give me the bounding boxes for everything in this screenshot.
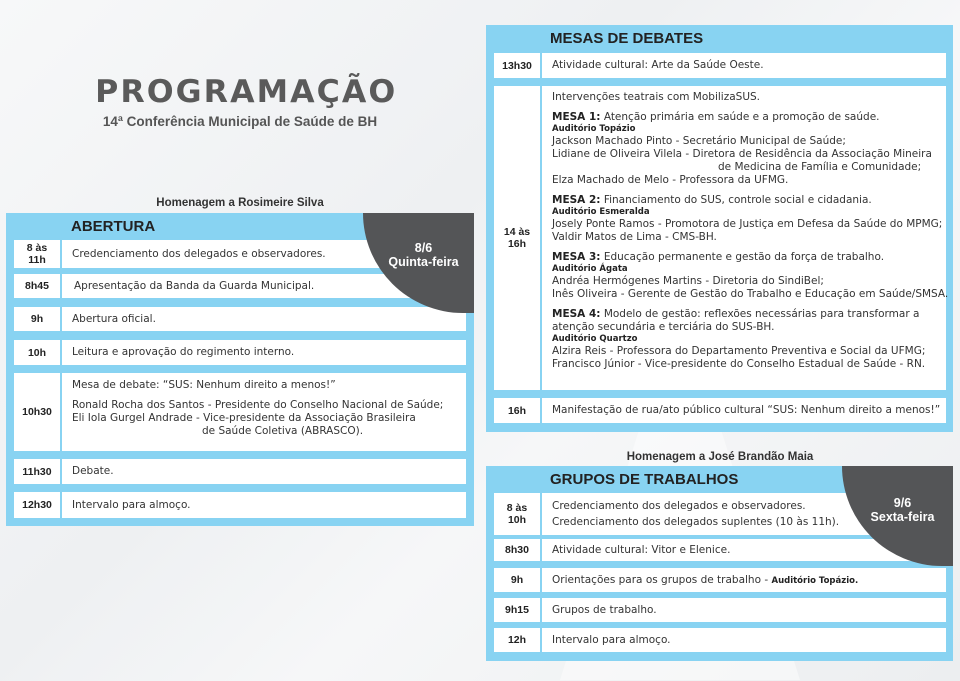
day2-honor: Homenagem a José Brandão Maia [626, 451, 814, 463]
item-text: de Saúde Coletiva (ABRASCO). [202, 425, 364, 437]
item-text: Debate. [72, 465, 114, 477]
speaker: Elza Machado de Melo - Professora da UFMG. [552, 174, 789, 186]
weekday-label: Quinta-feira [388, 255, 459, 269]
time-cell [494, 598, 540, 622]
time-text: 9h [510, 574, 524, 586]
item-text: Grupos de trabalho. [552, 603, 657, 616]
speaker: Lidiane de Oliveira Vilela - Diretora de Residência da Associação Mineira [552, 148, 932, 160]
debates-section-title: MESAS DE DEBATES [550, 30, 704, 47]
time-cell [494, 539, 540, 561]
speaker: Josely Ponte Ramos - Promotora de Justiça em Defesa da Saúde do MPMG; [552, 218, 943, 230]
time-text: 8h30 [505, 544, 529, 556]
item-text: Mesa de debate: “SUS: Nenhum direito a menos!” [72, 379, 336, 391]
item-text: Intervalo para almoço. [552, 633, 671, 646]
time-cell [14, 492, 60, 518]
page-title: PROGRAMAÇÃO [95, 74, 398, 110]
time-cell [14, 340, 60, 365]
item-text: Credenciamento dos delegados e observadores. [72, 247, 326, 260]
mesa-room: Auditório Ágata [552, 264, 628, 274]
mesa-title [552, 111, 946, 124]
date-label: 8/6 [414, 241, 433, 255]
agenda-item [62, 373, 466, 451]
mesa-topic: atenção secundária e terciária do SUS-BH. [552, 321, 775, 333]
time-text: 10h [507, 514, 527, 526]
agenda-item [62, 459, 466, 484]
item-text: Orientações para os grupos de trabalho - [552, 573, 772, 586]
speaker: Jackson Machado Pinto - Secretário Municipal de Saúde; [552, 135, 846, 147]
room-label: Auditório Topázio. [771, 575, 859, 586]
agenda-item [542, 628, 946, 652]
time-text: 8 às [506, 502, 528, 514]
item-text: Credenciamento dos delegados suplentes (10 às 11h). [552, 515, 840, 528]
item-text: Leitura e aprovação do regimento interno. [72, 346, 295, 358]
day2-section-title: GRUPOS DE TRABALHOS [550, 471, 739, 488]
time-text: 11h [28, 254, 46, 266]
speaker: Andréa Hermógenes Martins - Diretoria do SindiBel; [552, 275, 824, 287]
item-text: Atividade cultural: Arte da Saúde Oeste. [552, 59, 764, 71]
mesa-label: MESA 2: [552, 194, 601, 206]
item-text [552, 574, 946, 587]
time-cell [494, 628, 540, 652]
item-text: Apresentação da Banda da Guarda Municipal. [74, 279, 315, 292]
agenda-item [542, 598, 946, 622]
item-text: Credenciamento dos delegados e observadores. [552, 499, 806, 512]
debates-panel [486, 25, 953, 432]
time-cell [494, 493, 540, 535]
item-text: Eli Iola Gurgel Andrade - Vice-presidente da Associação Brasileira [72, 412, 416, 424]
item-text: Abertura oficial. [72, 312, 156, 325]
time-text: 12h30 [22, 499, 52, 511]
agenda-item [62, 492, 466, 518]
time-text: 10h30 [22, 406, 52, 418]
time-cell [14, 240, 60, 268]
weekday-label: Sexta-feira [870, 510, 935, 524]
time-text: 13h30 [502, 59, 532, 72]
item-text: Manifestação de rua/ato público cultural “SUS: Nenhum direito a menos!” [552, 404, 941, 416]
time-text: 8h45 [25, 280, 49, 292]
time-text: 12h [507, 634, 527, 646]
day1-date-badge [363, 213, 474, 313]
time-cell [14, 307, 60, 331]
mesa-topic: Modelo de gestão: reflexões necessárias para transformar a [600, 308, 920, 320]
mesa-room: Auditório Topázio [552, 124, 636, 134]
mesa-title [552, 251, 946, 264]
mesa-room: Auditório Esmeralda [552, 207, 650, 217]
day1-section-title: ABERTURA [71, 218, 156, 235]
item-text: Ronald Rocha dos Santos - Presidente do Conselho Nacional de Saúde; [72, 399, 444, 411]
mesa-title [552, 194, 946, 207]
speaker: Francisco Júnior - Vice-presidente do Conselho Estadual de Saúde - RN. [552, 358, 926, 370]
time-cell [14, 459, 60, 484]
mesa-topic: Financiamento do SUS, controle social e cidadania. [600, 194, 872, 206]
mesa-topic: Educação permanente e gestão da força de trabalho. [600, 251, 885, 263]
time-text: 9h [30, 313, 44, 325]
mesa-room: Auditório Quartzo [552, 334, 638, 344]
speaker: de Medicina de Família e Comunidade; [718, 161, 922, 173]
agenda-item [542, 86, 949, 390]
agenda-item [62, 307, 466, 331]
time-text: 9h15 [505, 604, 529, 616]
speaker: Alzira Reis - Professora do Departamento Preventiva e Social da UFMG; [552, 345, 926, 357]
item-text: Intervalo para almoço. [72, 498, 191, 511]
speaker: Valdir Matos de Lima - CMS-BH. [552, 231, 717, 243]
date-label: 9/6 [893, 496, 912, 510]
agenda-item [542, 398, 946, 423]
mesa-label: MESA 3: [552, 251, 601, 263]
time-cell [14, 274, 60, 298]
agenda-item [62, 340, 466, 365]
day2-panel [486, 466, 953, 661]
time-cell [494, 86, 540, 390]
item-text: Atividade cultural: Vitor e Elenice. [552, 543, 731, 556]
time-cell [14, 373, 60, 451]
time-text: 11h30 [22, 465, 52, 478]
time-text: 16h [507, 238, 527, 250]
agenda-item [542, 568, 946, 592]
agenda-item [542, 53, 946, 78]
time-text: 8 às [26, 242, 48, 254]
mesa-label: MESA 1: [552, 111, 601, 123]
day1-honor: Homenagem a Rosimeire Silva [156, 197, 324, 209]
item-text: Intervenções teatrais com MobilizaSUS. [552, 91, 761, 103]
day1-panel [6, 213, 474, 526]
time-text: 16h [507, 404, 527, 417]
page-subtitle: 14ª Conferência Municipal de Saúde de BH [102, 114, 378, 129]
time-text: 10h [27, 346, 47, 359]
speaker: Inês Oliveira - Gerente de Gestão do Trabalho e Educação em Saúde/SMSA. [552, 288, 949, 300]
time-cell [494, 53, 540, 78]
time-cell [494, 568, 540, 592]
mesa-topic: Atenção primária em saúde e a promoção de saúde. [600, 111, 880, 123]
mesa-title [552, 308, 946, 321]
mesa-label: MESA 4: [552, 308, 601, 320]
time-text: 14 às [503, 226, 531, 238]
time-cell [494, 398, 540, 423]
